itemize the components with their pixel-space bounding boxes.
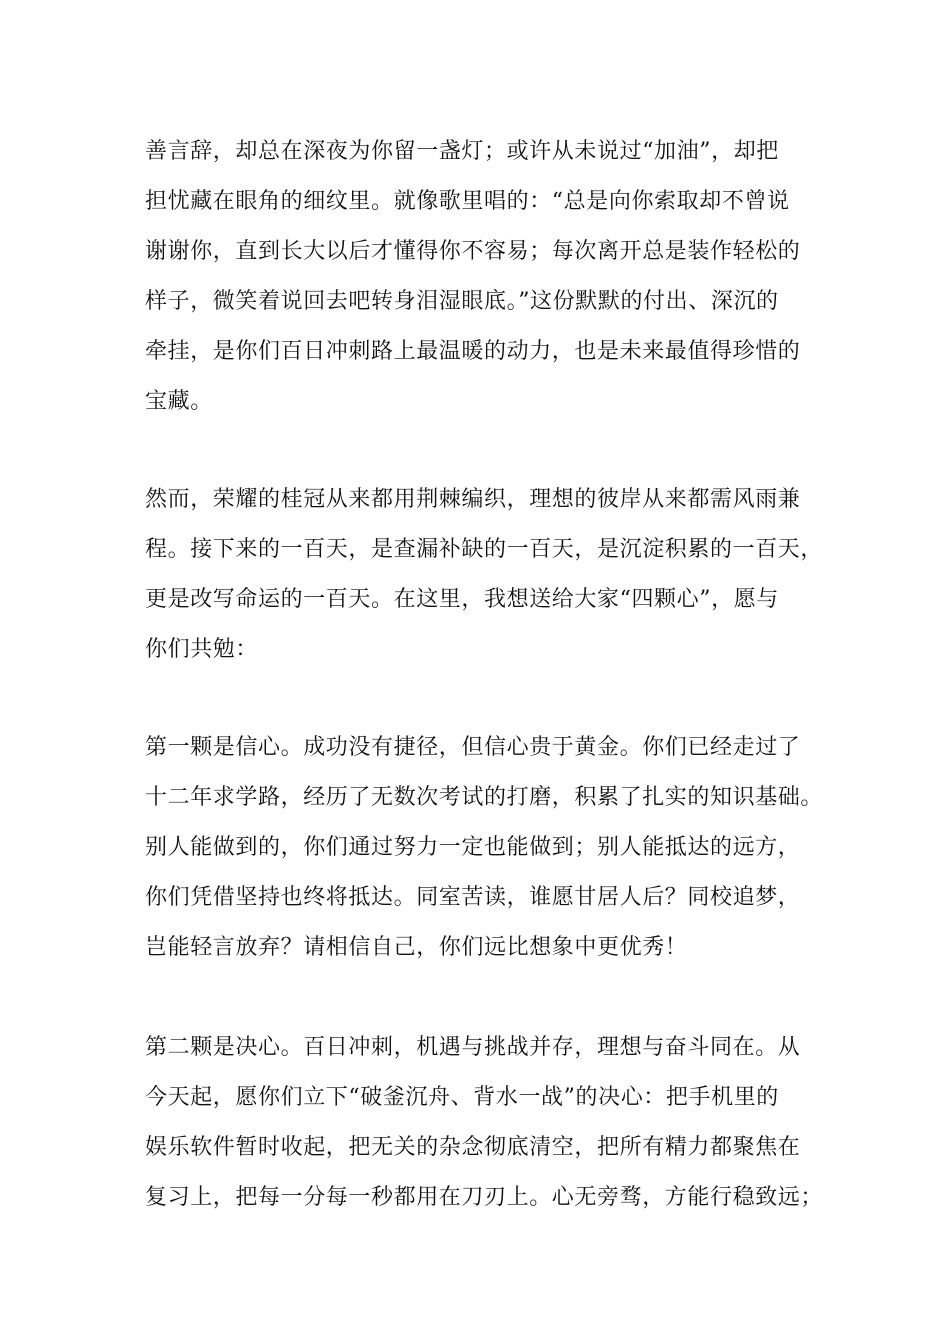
text-line: 担忧藏在眼角的细纹里。就像歌里唱的：“总是向你索取却不曾说 [145, 189, 790, 214]
text-line: 十二年求学路，经历了无数次考试的打磨，积累了扎实的知识基础。 [145, 785, 824, 810]
text-line: 谢谢你，直到长大以后才懂得你不容易；每次离开总是装作轻松的 [145, 239, 801, 264]
text-line: 你们凭借坚持也终将抵达。同室苦读，谁愿甘居人后？同校追梦， [145, 885, 801, 910]
text-line: 宝藏。 [145, 389, 213, 414]
text-line: 更是改写命运的一百天。在这里，我想送给大家“四颗心”，愿与 [145, 587, 779, 612]
text-line: 娱乐软件暂时收起，把无关的杂念彻底清空，把所有精力都聚焦在 [145, 1135, 801, 1160]
text-line: 样子，微笑着说回去吧转身泪湿眼底。”这份默默的付出、深沉的 [145, 289, 779, 314]
text-line: 岂能轻言放弃？请相信自己，你们远比想象中更优秀！ [145, 935, 688, 960]
text-line: 第二颗是决心。百日冲刺，机遇与挑战并存，理想与奋斗同在。从 [145, 1035, 801, 1060]
text-line: 程。接下来的一百天，是查漏补缺的一百天，是沉淀积累的一百天， [145, 537, 824, 562]
text-line: 善言辞，却总在深夜为你留一盏灯；或许从未说过“加油”，却把 [145, 139, 779, 164]
text-line: 别人能做到的，你们通过努力一定也能做到；别人能抵达的远方， [145, 835, 801, 860]
text-line: 复习上，把每一分每一秒都用在刀刃上。心无旁骛，方能行稳致远； [145, 1185, 824, 1210]
text-line: 今天起，愿你们立下“破釜沉舟、背水一战”的决心：把手机里的 [145, 1085, 779, 1110]
text-line: 你们共勉： [145, 637, 259, 662]
text-line: 牵挂，是你们百日冲刺路上最温暖的动力，也是未来最值得珍惜的 [145, 339, 801, 364]
text-line: 然而，荣耀的桂冠从来都用荆棘编织，理想的彼岸从来都需风雨兼 [145, 487, 801, 512]
text-line: 第一颗是信心。成功没有捷径，但信心贵于黄金。你们已经走过了 [145, 735, 801, 760]
